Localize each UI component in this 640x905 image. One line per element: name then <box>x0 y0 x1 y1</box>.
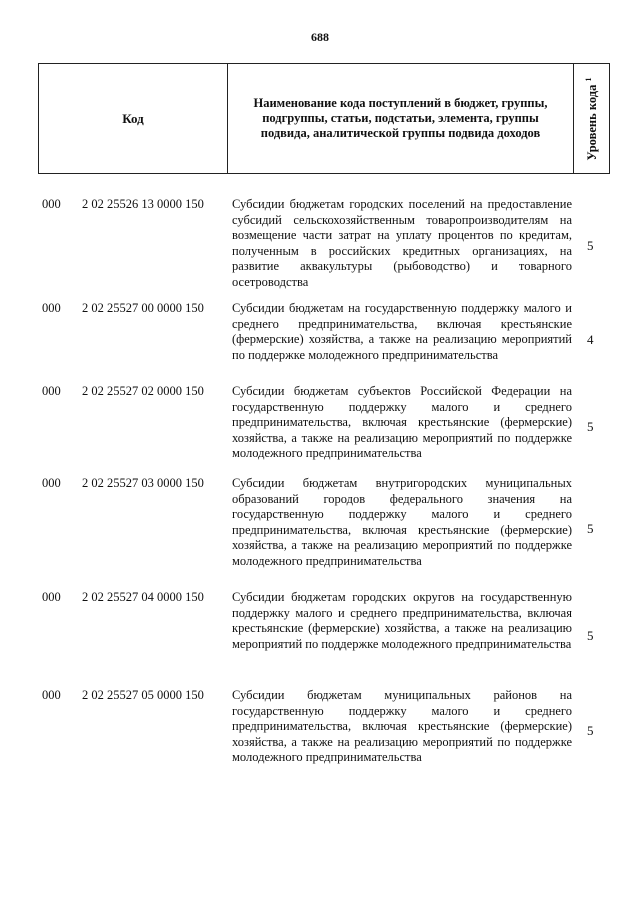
row-description: Субсидии бюджетам внутригородских муниципальных образований городов федерального значения на государственную поддержку малого и среднего предпринимательства, включая крестьянские (фермерские) хозяйства, а также на реализацию мероприятий по поддержке молодежного предпринимательства <box>232 476 572 568</box>
row-code: 2 02 25527 04 0000 150 <box>82 590 204 604</box>
row-prefix: 000 <box>42 197 61 211</box>
row-prefix: 000 <box>42 301 61 315</box>
header-level <box>583 77 599 160</box>
table-row <box>0 301 640 384</box>
row-prefix: 000 <box>42 590 61 604</box>
row-level: 5 <box>587 521 594 536</box>
header-code: Код <box>39 64 228 173</box>
row-code: 2 02 25526 13 0000 150 <box>82 197 204 211</box>
row-code: 2 02 25527 02 0000 150 <box>82 384 204 398</box>
row-level: 5 <box>587 238 594 253</box>
row-code: 2 02 25527 05 0000 150 <box>82 688 204 702</box>
table-row <box>0 590 640 688</box>
row-level: 4 <box>587 332 594 347</box>
page-number: 688 <box>311 30 329 44</box>
row-code: 2 02 25527 00 0000 150 <box>82 301 204 315</box>
row-level: 5 <box>587 723 594 738</box>
row-description: Субсидии бюджетам на государственную поддержку малого и среднего предпринимательства, включая крестьянские (фермерские) хозяйства, а также на реализацию мероприятий по поддержке молодежного предпринимательства <box>232 301 572 362</box>
row-description: Субсидии бюджетам муниципальных районов на государственную поддержку малого и среднего предпринимательства, включая крестьянские (фермерские) хозяйства, а также на реализацию мероприятий по поддержке молодежного предпринимательства <box>232 688 572 765</box>
row-description: Субсидии бюджетам городских округов на государственную поддержку малого и среднего предпринимательства, включая крестьянские (фермерские) хозяйства, а также на реализацию мероприятий по поддержке молодежного предпринимательства <box>232 590 572 651</box>
header-level-label: Уровень кода <box>584 84 599 160</box>
row-description: Субсидии бюджетам городских поселений на предоставление субсидий сельскохозяйственным товаропроизводителям на возмещение части затрат на уплату процентов по кредитам, полученным в российских кредитных организациях, на развитие аквакультуры (рыбоводство) и товарного осетроводства <box>232 197 572 289</box>
row-code: 2 02 25527 03 0000 150 <box>82 476 204 490</box>
table-header <box>38 63 610 174</box>
row-level: 5 <box>587 419 594 434</box>
table-body <box>0 197 640 788</box>
row-prefix: 000 <box>42 476 61 490</box>
row-prefix: 000 <box>42 384 61 398</box>
header-level-cell <box>574 64 609 173</box>
row-level: 5 <box>587 628 594 643</box>
table-row <box>0 688 640 788</box>
row-prefix: 000 <box>42 688 61 702</box>
header-level-footnote: 1 <box>583 77 593 82</box>
table-row <box>0 476 640 590</box>
header-name: Наименование кода поступлений в бюджет, группы, подгруппы, статьи, подстатьи, элемента, группы подвида, аналитической группы подвида доходов <box>228 64 574 173</box>
table-row <box>0 197 640 301</box>
table-row <box>0 384 640 476</box>
row-description: Субсидии бюджетам субъектов Российской Федерации на государственную поддержку малого и среднего предпринимательства, включая крестьянские (фермерские) хозяйства, а также на реализацию мероприятий по поддержке молодежного предпринимательства <box>232 384 572 461</box>
